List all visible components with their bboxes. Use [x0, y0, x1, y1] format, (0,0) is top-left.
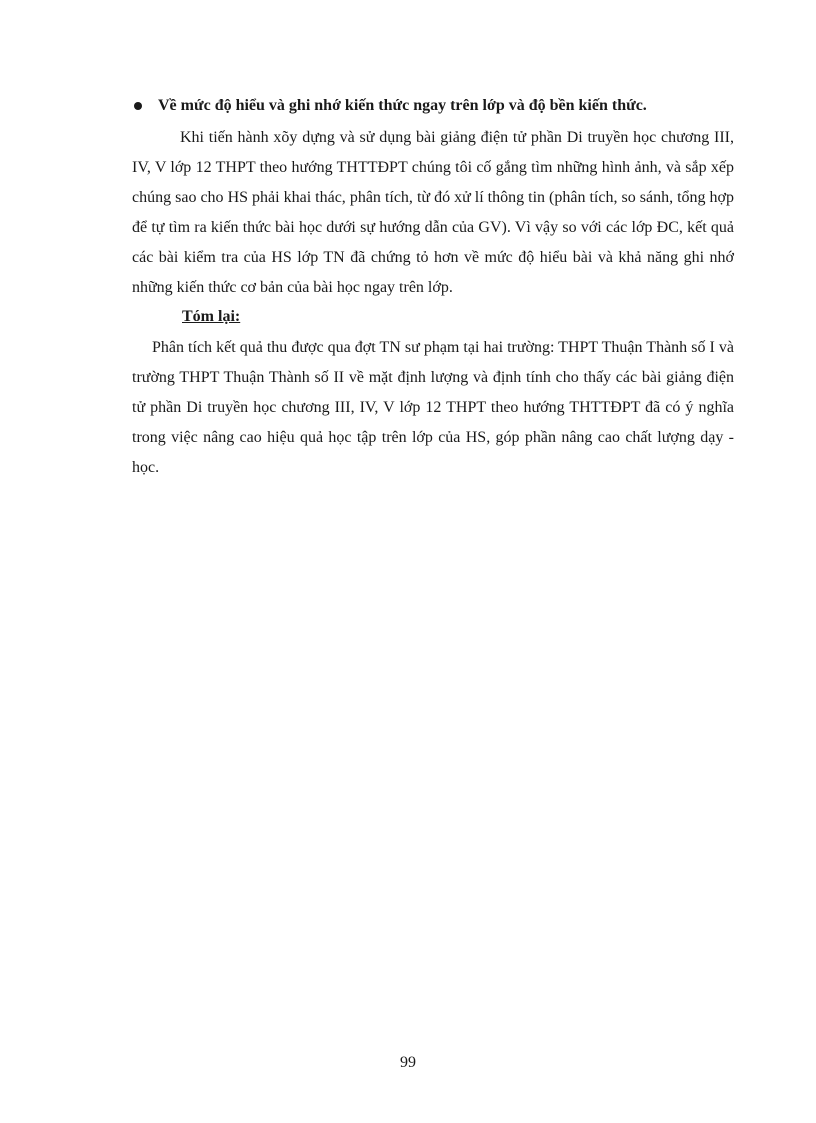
- section-paragraph: Khi tiến hành xõy dựng và sử dụng bài giảng điện tử phần Di truyền học chương III, IV, V lớp 12 THPT theo hướng THTTĐPT chúng tôi cố gắng tìm những hình ảnh, và sắp xếp chúng sao cho HS phải khai thác, phân tích, từ đó xử lí thông tin (phân tích, so sánh, tổng hợp để tự tìm ra kiến thức bài học dưới sự hướng dẫn của GV). Vì vậy so với các lớp ĐC, kết quả các bài kiểm tra của HS lớp TN đã chứng tỏ hơn về mức độ hiểu bài và khả năng ghi nhớ những kiến thức cơ bản của bài học ngay trên lớp.: [132, 129, 734, 296]
- page-content: [132, 92, 734, 483]
- page-number: 99: [400, 1054, 416, 1071]
- section-heading-text: Về mức độ hiểu và ghi nhớ kiến thức ngay trên lớp và độ bền kiến thức.: [158, 97, 647, 114]
- section-heading: [132, 92, 734, 120]
- summary-heading: Tóm lại:: [182, 308, 241, 325]
- bullet-icon: [134, 102, 142, 110]
- summary-paragraph: Phân tích kết quả thu được qua đợt TN sư phạm tại hai trường: THPT Thuận Thành số I và trường THPT Thuận Thành số II về mặt định lượng và định tính cho thấy các bài giảng điện tử phần Di truyền học chương III, IV, V lớp 12 THPT theo hướng THTTĐPT đã có ý nghĩa trong việc nâng cao hiệu quả học tập trên lớp của HS, góp phần nâng cao chất lượng dạy - học.: [132, 339, 734, 476]
